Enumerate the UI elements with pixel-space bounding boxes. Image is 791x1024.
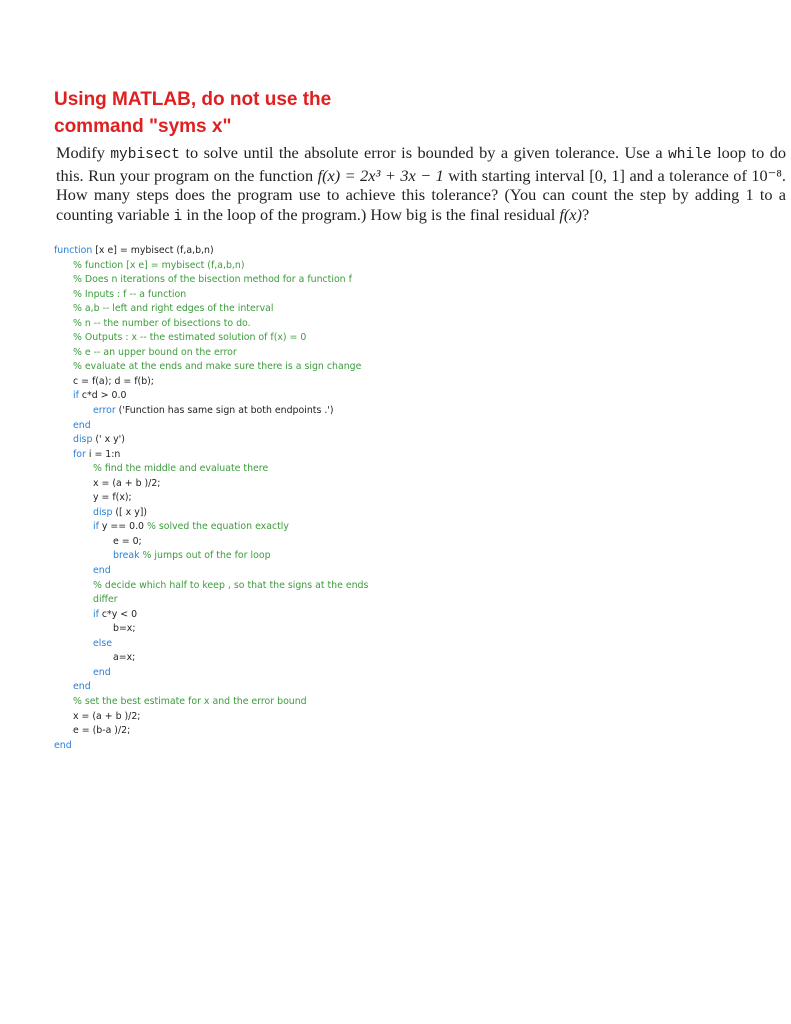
code-text: a=x; (113, 652, 136, 664)
code-line (54, 360, 774, 375)
code-line (54, 346, 774, 361)
code-comment: % n -- the number of bisections to do. (73, 317, 251, 329)
code-keyword: end (73, 419, 91, 431)
code-line (54, 491, 774, 506)
problem-text: ? (581, 204, 590, 224)
code-line (54, 549, 774, 564)
code-keyword: disp (93, 506, 113, 518)
code-keyword: for (73, 448, 86, 460)
code-line (54, 710, 774, 725)
code-line (54, 433, 774, 448)
problem-statement (56, 143, 786, 227)
code-line (54, 564, 774, 579)
code-line (54, 244, 774, 259)
code-text: y == 0.0 (98, 521, 147, 533)
code-comment: % Does n iterations of the bisection method for a function f (73, 274, 352, 286)
assignment-heading (54, 86, 414, 140)
code-text: e = (b-a )/2; (73, 725, 131, 737)
residual-formula: f(x) (559, 204, 582, 224)
heading-line-1: Using MATLAB, do not use the (54, 89, 332, 110)
code-keyword: end (93, 565, 111, 577)
code-line (54, 389, 774, 404)
code-text: b=x; (113, 623, 136, 635)
code-line (54, 375, 774, 390)
code-text: c*d > 0.0 (78, 390, 127, 402)
matlab-code-listing (54, 244, 774, 753)
problem-text: to solve until the absolute error is bounded by a given tolerance. Use a (179, 143, 669, 162)
code-line (54, 419, 774, 434)
code-comment: differ (93, 594, 118, 606)
code-line (54, 622, 774, 637)
code-text: ([ x y]) (112, 506, 148, 518)
code-line (54, 448, 774, 463)
code-comment: % jumps out of the for loop (142, 550, 271, 562)
problem-text: . How many steps does the program use to achieve this tolerance? (You can count the step by adding 1 to a counting variable (56, 165, 786, 224)
code-line (54, 259, 774, 274)
code-comment: % e -- an upper bound on the error (73, 346, 237, 358)
tolerance-value: 10⁻⁸ (751, 165, 782, 185)
code-line (54, 637, 774, 652)
problem-text: Modify (56, 143, 111, 162)
code-comment: % function [x e] = mybisect (f,a,b,n) (73, 259, 245, 271)
code-comment: % Inputs : f -- a function (73, 288, 187, 300)
code-line (54, 520, 774, 535)
code-line (54, 331, 774, 346)
code-text: x = (a + b )/2; (93, 477, 161, 489)
code-text: ('Function has same sign at both endpoints .') (115, 405, 334, 417)
code-keyword: error (93, 405, 116, 417)
code-keyword: else (93, 637, 113, 649)
code-text: i = 1:n (85, 448, 121, 460)
code-comment: % evaluate at the ends and make sure there is a sign change (73, 361, 362, 373)
code-line (54, 666, 774, 681)
function-name-mybisect: mybisect (110, 147, 180, 163)
keyword-while: while (668, 147, 712, 163)
code-text: e = 0; (113, 535, 142, 547)
code-comment: % Outputs : x -- the estimated solution of f(x) = 0 (73, 332, 307, 344)
code-comment: % find the middle and evaluate there (93, 463, 269, 475)
code-text: x = (a + b )/2; (73, 710, 141, 722)
code-line (54, 651, 774, 666)
code-comment: % solved the equation exactly (147, 521, 289, 533)
code-line (54, 462, 774, 477)
code-text: c = f(a); d = f(b); (73, 375, 154, 387)
code-line (54, 288, 774, 303)
code-comment: % decide which half to keep , so that the signs at the ends (93, 579, 369, 591)
code-keyword: if (93, 521, 99, 533)
code-comment: % set the best estimate for x and the error bound (73, 695, 307, 707)
code-keyword: disp (73, 434, 93, 446)
code-keyword: if (93, 608, 99, 620)
code-keyword: end (54, 739, 72, 751)
code-line (54, 680, 774, 695)
code-line (54, 273, 774, 288)
code-text: (' x y') (92, 434, 125, 446)
code-line (54, 404, 774, 419)
function-formula: f(x) = 2x³ + 3x − 1 (317, 165, 444, 185)
problem-text: loop to do this. Run your program on the function (56, 143, 786, 185)
code-line (54, 477, 774, 492)
problem-text: and a tolerance of (624, 165, 752, 185)
code-line (54, 608, 774, 623)
code-text: c*y < 0 (98, 608, 138, 620)
code-comment: % a,b -- left and right edges of the interval (73, 303, 274, 315)
code-line (54, 579, 774, 594)
code-text: y = f(x); (93, 492, 132, 504)
code-line (54, 724, 774, 739)
code-text: [x e] = mybisect (f,a,b,n) (92, 245, 214, 256)
counter-variable: i (173, 208, 183, 225)
code-keyword: if (73, 390, 79, 402)
code-line (54, 695, 774, 710)
problem-text: with starting interval (443, 165, 590, 185)
heading-line-2: command "syms x" (54, 116, 232, 137)
code-line (54, 506, 774, 521)
code-line (54, 535, 774, 550)
starting-interval: [0, 1] (589, 165, 625, 185)
code-keyword: function (54, 245, 93, 256)
code-line (54, 302, 774, 317)
code-line (54, 593, 774, 608)
code-line (54, 739, 774, 754)
problem-text: in the loop of the program.) How big is the final residual (182, 204, 560, 224)
code-keyword: break (113, 550, 140, 562)
code-keyword: end (93, 666, 111, 678)
code-line (54, 317, 774, 332)
code-keyword: end (73, 681, 91, 693)
